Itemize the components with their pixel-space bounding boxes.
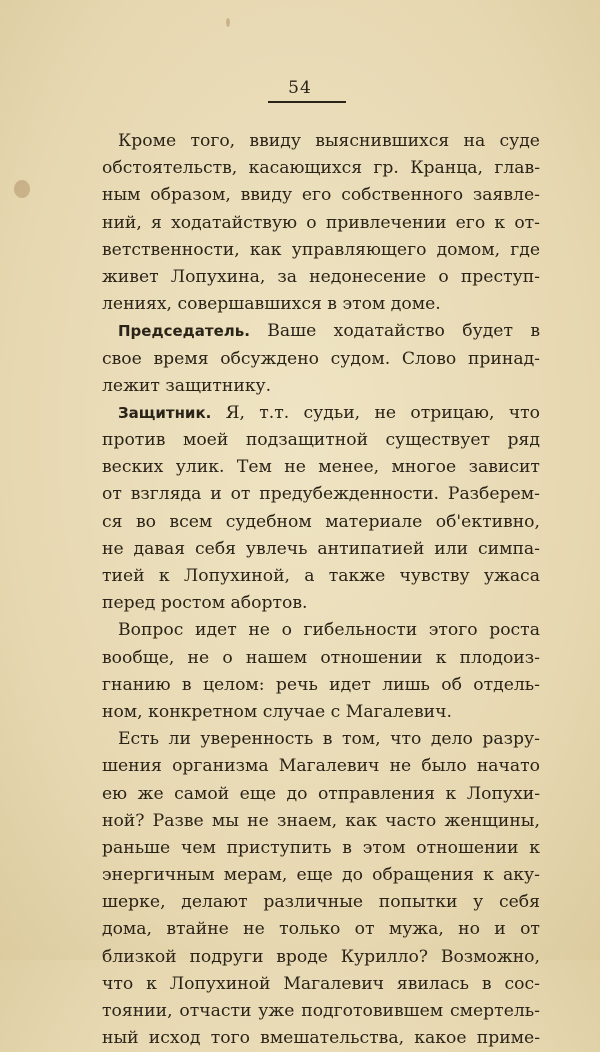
word: Лопухина,: [170, 266, 266, 287]
word: совершавшихся: [177, 294, 322, 315]
word: в: [327, 294, 337, 315]
text-line: [102, 155, 540, 182]
word: чувству: [399, 566, 470, 586]
word: чем: [180, 837, 216, 858]
text-line: [102, 400, 540, 427]
word: приме-: [476, 1028, 540, 1049]
word: того: [210, 1028, 250, 1049]
word: взгляда: [130, 484, 202, 505]
word: судебном: [225, 511, 312, 532]
word: преступ-: [460, 266, 540, 287]
word: Возможно,: [440, 946, 540, 967]
word: идет: [195, 620, 237, 641]
word: что: [390, 729, 422, 750]
word: того,: [190, 131, 236, 151]
word: случае: [262, 701, 326, 722]
text-line: [102, 835, 540, 862]
word: от: [230, 484, 251, 505]
text-line: [102, 210, 540, 237]
word: смертель-: [450, 1001, 540, 1021]
header-rule: [268, 101, 346, 103]
word: в: [322, 729, 333, 750]
word: всем: [169, 511, 213, 532]
speaker-label: Защитник.: [118, 403, 212, 422]
word: свое: [102, 348, 142, 369]
word: разру-: [482, 729, 540, 750]
word: что: [508, 402, 540, 423]
word: Лопухиной,: [183, 566, 291, 586]
word: а: [304, 566, 315, 586]
word: женщины,: [444, 810, 540, 831]
word: к: [529, 837, 540, 858]
word: моей: [182, 430, 229, 451]
word: знаем,: [276, 810, 338, 831]
word: ний,: [102, 212, 142, 233]
word: ряд: [507, 430, 540, 451]
text-line: [102, 237, 540, 264]
text-line: [102, 291, 540, 318]
word: против: [102, 430, 166, 451]
word: тоянии,: [102, 1001, 173, 1021]
word: или: [434, 538, 469, 559]
word: различные: [263, 892, 364, 913]
word: и: [210, 484, 222, 505]
text-line: [102, 509, 540, 536]
word: его: [455, 212, 486, 233]
word: только: [279, 919, 341, 940]
word: об'ективно,: [435, 511, 540, 532]
word: себя: [195, 538, 237, 559]
word: гнанию: [102, 674, 171, 695]
word: материале: [325, 511, 423, 532]
word: шерке,: [102, 892, 166, 913]
word: перед: [102, 593, 156, 614]
word: но: [458, 919, 480, 940]
word: к: [158, 566, 170, 586]
word: к: [494, 212, 506, 233]
word: не: [248, 620, 270, 641]
word: отношении: [416, 837, 519, 858]
text-line: [102, 781, 540, 808]
word: от: [102, 484, 122, 505]
word: у: [473, 892, 484, 913]
paper-stain: [226, 18, 230, 27]
word: ею: [102, 783, 128, 804]
word: речь: [275, 674, 318, 695]
word: ном,: [102, 701, 143, 722]
word: отправления: [317, 783, 436, 804]
word: в: [342, 837, 352, 858]
word: самой: [174, 783, 230, 804]
word: как: [345, 810, 377, 831]
word: обращения: [372, 865, 474, 886]
word: Я,: [225, 402, 245, 423]
word: ный: [102, 1028, 139, 1049]
word: ветственности,: [102, 239, 240, 260]
word: идет: [329, 674, 371, 695]
word: т.т.: [259, 402, 290, 423]
word: этого: [428, 620, 478, 641]
text-line: [102, 373, 540, 400]
word: не: [247, 810, 269, 831]
word: сос-: [504, 973, 540, 994]
word: том,: [341, 729, 381, 750]
word: дело: [430, 729, 473, 750]
word: к: [146, 973, 157, 994]
word: от: [520, 919, 540, 940]
word: же: [137, 783, 164, 804]
word: Магалевич: [283, 973, 385, 994]
text-line: [102, 182, 540, 209]
word: Магалевич: [278, 756, 380, 777]
paper-stain: [14, 180, 30, 198]
word: образом,: [150, 185, 231, 206]
word: ввиду: [249, 131, 301, 151]
word: не: [284, 457, 306, 478]
word: многое: [391, 457, 457, 478]
word: домом,: [436, 239, 501, 260]
word: отдель-: [473, 674, 540, 695]
word: о: [281, 620, 292, 641]
word: ходатайствую: [171, 212, 298, 233]
word: принад-: [467, 348, 540, 369]
word: уже: [258, 1001, 295, 1021]
word: делают: [181, 892, 248, 913]
word: близкой: [102, 946, 177, 967]
word: тией: [102, 566, 145, 586]
text-line: [102, 563, 540, 590]
text-line: [102, 128, 540, 155]
word: аку-: [503, 865, 540, 886]
text-line: [102, 481, 540, 508]
text-line: [102, 645, 540, 672]
word: касающихся: [248, 158, 363, 179]
word: лежит: [102, 375, 160, 396]
word: себя: [498, 892, 540, 913]
word: этом: [342, 294, 386, 315]
word: от: [354, 919, 375, 940]
word: я: [151, 212, 162, 233]
word: управляющего: [291, 239, 427, 260]
word: отчасти: [179, 1001, 252, 1021]
word: о: [306, 212, 317, 233]
word: уверенность: [200, 729, 314, 750]
word: роста: [489, 620, 540, 641]
word: отношении: [320, 647, 423, 668]
text-line: [102, 427, 540, 454]
word: ли: [168, 729, 191, 750]
word: где: [510, 239, 540, 260]
word: попытки: [378, 892, 458, 913]
text-line: [102, 264, 540, 291]
word: не: [187, 647, 210, 668]
word: ходатайство: [333, 321, 445, 342]
word: исход: [148, 1028, 201, 1049]
text-line: [102, 944, 540, 971]
word: Кроме: [118, 131, 177, 151]
word: на: [463, 131, 486, 151]
text-line: [102, 1025, 540, 1052]
word: Тем: [236, 457, 272, 478]
word: энергичным: [102, 865, 215, 886]
word: Кранца,: [410, 158, 483, 179]
word: глав-: [494, 158, 540, 179]
body-text: [102, 128, 540, 1052]
word: привлечении: [325, 212, 447, 233]
word: Разберем-: [447, 484, 540, 505]
word: плодоиз-: [459, 647, 540, 668]
word: подруги: [189, 946, 264, 967]
word: дома,: [102, 919, 153, 940]
word: его: [301, 185, 332, 206]
word: не: [389, 756, 412, 777]
text-line: [102, 753, 540, 780]
word: до: [286, 783, 308, 804]
word: вообще,: [102, 647, 175, 668]
word: судом.: [330, 348, 391, 369]
word: не: [374, 402, 397, 423]
word: конкретном: [148, 701, 258, 722]
word: об: [441, 674, 462, 695]
text-line: [102, 318, 540, 345]
word: от-: [514, 212, 540, 233]
word: увлечь: [245, 538, 308, 559]
text-line: [102, 916, 540, 943]
word: время: [153, 348, 209, 369]
word: Лопухи-: [466, 783, 540, 804]
word: начато: [476, 756, 540, 777]
word: нашем: [245, 647, 308, 668]
word: не: [243, 919, 265, 940]
word: с: [330, 701, 341, 722]
page-number: 54: [288, 78, 312, 98]
word: недонесение: [309, 266, 427, 287]
text-line: [102, 699, 540, 726]
word: как: [249, 239, 282, 260]
word: менее,: [318, 457, 380, 478]
word: улик.: [175, 457, 225, 478]
word: доме.: [390, 294, 441, 315]
word: ным: [102, 185, 141, 206]
word: судьи,: [303, 402, 361, 423]
word: о: [222, 647, 233, 668]
word: абортов.: [230, 593, 308, 614]
word: во: [135, 511, 156, 532]
word: антипатией: [317, 538, 425, 559]
word: вмешательства,: [260, 1028, 405, 1049]
word: и: [494, 919, 506, 940]
word: мы: [211, 810, 239, 831]
word: ростом: [160, 593, 226, 614]
word: гр.: [373, 158, 399, 179]
word: часто: [385, 810, 437, 831]
text-line: [102, 889, 540, 916]
word: отрицаю,: [410, 402, 495, 423]
text-line: [102, 590, 540, 617]
word: Лопухиной: [169, 973, 271, 994]
word: давая: [133, 538, 186, 559]
word: о: [438, 266, 449, 287]
word: еще: [239, 783, 276, 804]
word: существует: [385, 430, 491, 451]
speaker-label: Председатель.: [118, 322, 250, 341]
word: что: [102, 973, 134, 994]
word: приступить: [226, 837, 332, 858]
word: обсуждено: [220, 348, 320, 369]
word: еще: [296, 865, 333, 886]
word: целом:: [202, 674, 265, 695]
word: ужаса: [483, 566, 540, 586]
word: не: [102, 538, 124, 559]
word: лениях,: [102, 294, 173, 315]
word: в: [530, 321, 540, 342]
word: до: [342, 865, 363, 886]
word: ввиду: [240, 185, 293, 206]
word: зависит: [468, 457, 540, 478]
word: мужа,: [388, 919, 444, 940]
word: заявле-: [472, 185, 540, 206]
word: шения: [102, 756, 162, 777]
text-line: [102, 998, 540, 1025]
word: подготовившем: [301, 1001, 444, 1021]
text-line: [102, 726, 540, 753]
word: в: [481, 973, 492, 994]
word: ной?: [102, 810, 145, 831]
word: подзащитной: [245, 430, 369, 451]
word: какое: [414, 1028, 467, 1049]
word: выяснившихся: [315, 131, 450, 151]
text-line: [102, 808, 540, 835]
word: вроде: [276, 946, 328, 967]
text-line: [102, 672, 540, 699]
word: защитнику.: [165, 375, 272, 396]
text-line: [102, 971, 540, 998]
text-line: [102, 346, 540, 373]
word: раньше: [102, 837, 171, 858]
word: Разве: [152, 810, 204, 831]
word: в: [181, 674, 192, 695]
word: предубежденности.: [259, 484, 440, 505]
word: мерам,: [223, 865, 288, 886]
word: гибельности: [303, 620, 418, 641]
word: ся: [102, 511, 123, 532]
word: собственного: [341, 185, 464, 206]
word: Магалевич.: [345, 701, 452, 722]
word: симпа-: [478, 538, 540, 559]
word: Слово: [401, 348, 457, 369]
word: Есть: [118, 729, 160, 750]
word: Вопрос: [118, 620, 184, 641]
word: явилась: [396, 973, 470, 994]
word: к: [483, 865, 494, 886]
word: лишь: [382, 674, 430, 695]
word: обстоятельств,: [102, 158, 238, 179]
word: организма: [172, 756, 269, 777]
word: суде: [499, 131, 540, 151]
text-line: [102, 617, 540, 644]
word: этом: [362, 837, 406, 858]
word: будет: [462, 321, 513, 342]
text-line: [102, 536, 540, 563]
text-line: [102, 862, 540, 889]
word: за: [277, 266, 298, 287]
word: втайне: [166, 919, 229, 940]
text-line: [102, 454, 540, 481]
word: веских: [102, 457, 164, 478]
word: также: [328, 566, 386, 586]
word: к: [445, 783, 457, 804]
word: живет: [102, 266, 159, 287]
word: Курилло?: [340, 946, 429, 967]
word: Ваше: [267, 321, 317, 342]
word: было: [421, 756, 467, 777]
word: к: [435, 647, 447, 668]
